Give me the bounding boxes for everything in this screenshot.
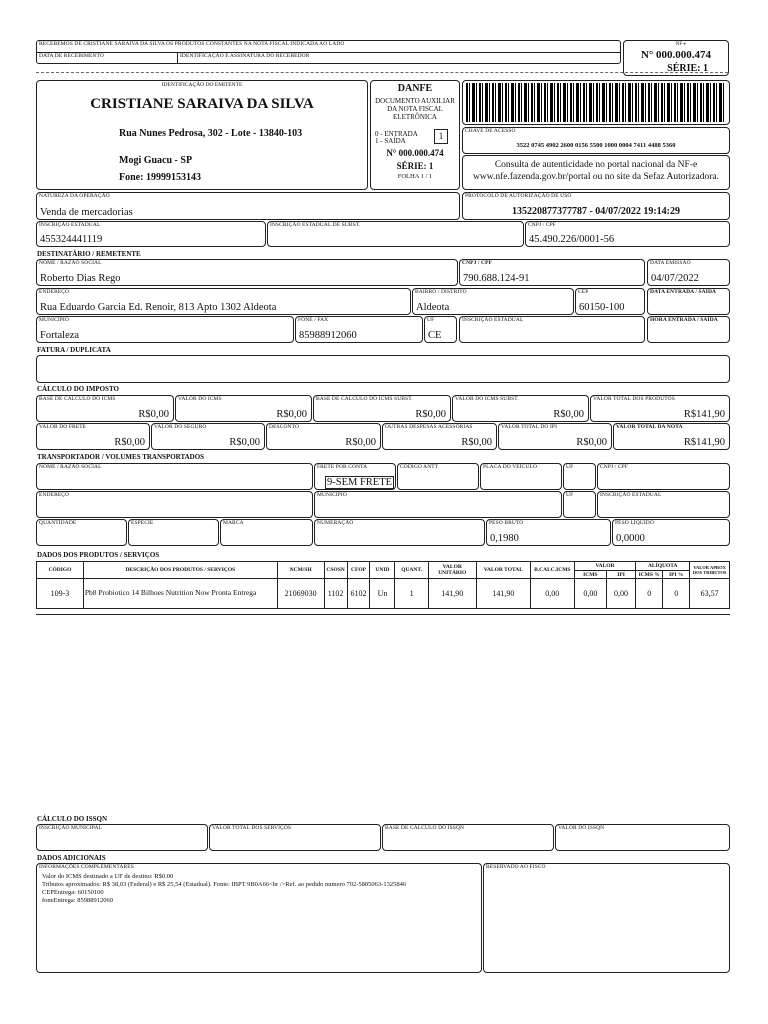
destinatario-title: DESTINATÁRIO / REMETENTE: [37, 250, 141, 258]
dest-municipio-box: [36, 316, 294, 343]
cell-descricao: Pb8 Probiotico 14 Bilhoes Nutrition Now Pronta Entrega: [83, 579, 277, 609]
dest-municipio-value: Fortaleza: [40, 330, 80, 341]
cnpj-box: [525, 221, 730, 247]
col-bcalc: B.CALC.ICMS: [530, 562, 574, 579]
natureza-value: Venda de mercadorias: [40, 207, 133, 218]
transp-peso-bruto-label: PESO BRUTO: [489, 520, 524, 526]
dest-hora-box: [647, 316, 730, 343]
cell-valor-unit: 141,90: [428, 579, 476, 609]
transp-endereco-label: ENDEREÇO: [39, 492, 70, 498]
col-valor-unit: VALOR UNITÁRIO: [428, 562, 476, 579]
danfe-subtitle-1: DOCUMENTO AUXILIAR: [375, 97, 455, 105]
cell-aprox: 63,57: [690, 579, 730, 609]
cell-a-ipi: 0: [663, 579, 690, 609]
danfe-numero: N° 000.000.474: [386, 148, 444, 158]
info-line-2: Tributos aproximados: R$ 38,03 (Federal) e R$ 25,54 (Estadual). Fonte: IBPT 9B0A66<br />Ref. ao pedido numero 702-5805063-1325846: [42, 881, 407, 888]
info-line-4: foneEntrega: 85988912060: [42, 897, 113, 904]
consulta-box: [462, 155, 730, 190]
imposto-field: [590, 395, 730, 422]
adicionais-title: DADOS ADICIONAIS: [37, 854, 106, 862]
protocolo-box: [462, 192, 730, 220]
transp-ie-label: INSCRIÇÃO ESTADUAL: [600, 492, 662, 498]
danfe-folha: FOLHA 1 / 1: [397, 173, 433, 180]
dest-nome-box: [36, 259, 458, 286]
transp-quantidade-label: QUANTIDADE: [39, 520, 77, 526]
dest-nome-value: Roberto Dias Rego: [40, 273, 121, 284]
imposto-field-label: DESCONTO: [269, 424, 300, 430]
data-recebimento-label: DATA DE RECEBIMENTO: [39, 53, 104, 59]
dest-emissao-label: DATA EMISSÃO: [650, 260, 691, 266]
imposto-field-label: VALOR DO ICMS: [178, 396, 222, 402]
imposto-field: [382, 423, 497, 450]
dest-cnpj-value: 790.688.124-91: [463, 273, 530, 284]
imposto-field-value: R$0,00: [345, 437, 376, 448]
barcode-box: [462, 80, 730, 125]
transp-municipio-box: [314, 491, 562, 518]
dest-fone-value: 85988912060: [299, 330, 357, 341]
imposto-field-value: R$0,00: [276, 409, 307, 420]
col-a-ipi: IPI %: [663, 571, 690, 579]
issqn-field-label: VALOR DO ISSQN: [558, 825, 605, 831]
protocolo-value: 135220877377787 - 04/07/2022 19:14:29: [511, 206, 681, 217]
info-label: INFORMAÇÕES COMPLEMENTARES: [39, 864, 134, 870]
cell-valor-total: 141,90: [476, 579, 530, 609]
produtos-title: DADOS DOS PRODUTOS / SERVIÇOS: [37, 551, 160, 559]
transp-endereco-box: [36, 491, 313, 518]
cell-cfop: 6102: [347, 579, 370, 609]
danfe-serie: SÉRIE: 1: [396, 161, 434, 171]
imposto-field: [151, 423, 265, 450]
transp-frete-label: FRETE POR CONTA: [317, 464, 368, 470]
imposto-field-value: R$0,00: [229, 437, 260, 448]
imposto-field-value: R$141,90: [683, 409, 725, 420]
transp-nome-label: NOME / RAZÃO SOCIAL: [39, 464, 102, 470]
dest-fone-label: FONE / FAX: [298, 317, 329, 323]
issqn-title: CÁLCULO DO ISSQN: [37, 815, 108, 823]
fatura-box: [36, 355, 730, 383]
fisco-label: RESERVADO AO FISCO: [486, 864, 546, 870]
canhoto-text: RECEBEMOS DE CRISTIANE SARAIVA DA SILVA OS PRODUTOS CONSTANTES NA NOTA FISCAL INDICADA AO LADO: [39, 41, 345, 47]
transp-marca-label: MARCA: [223, 520, 244, 526]
ie-box: [36, 221, 266, 247]
imposto-field-value: R$0,00: [114, 437, 145, 448]
ie-subst-box: [267, 221, 524, 247]
col-csosn: CSOSN: [324, 562, 347, 579]
chave-box: [462, 127, 730, 154]
assinatura-label: IDENTIFICAÇÃO E ASSINATURA DO RECEBEDOR: [180, 53, 310, 59]
danfe-subtitle-3: ELETRÔNICA: [393, 113, 437, 121]
produtos-table: [36, 561, 730, 609]
imposto-title: CÁLCULO DO IMPOSTO: [37, 385, 119, 393]
cnpj-value: 45.490.226/0001-56: [529, 234, 615, 245]
imposto-field: [452, 395, 589, 422]
cell-ncm: 21069030: [277, 579, 324, 609]
emitente-box: [36, 80, 368, 190]
col-aprox: VALOR APROX DOS TRIBUTOS: [690, 562, 730, 579]
dest-bairro-value: Aldeota: [416, 302, 450, 313]
col-valor-total: VALOR TOTAL: [476, 562, 530, 579]
danfe-title: DANFE: [397, 83, 433, 94]
imposto-field-value: R$0,00: [138, 409, 169, 420]
col-v-ipi: IPI: [606, 571, 635, 579]
fisco-box: [483, 863, 730, 973]
dest-entrada-saida-label: DATA ENTRADA / SAÍDA: [650, 289, 717, 295]
ie-label: INSCRIÇÃO ESTADUAL: [39, 222, 101, 228]
issqn-field: [209, 824, 381, 851]
transp-numeracao-box: [314, 519, 485, 546]
dest-bairro-label: BAIRRO / DISTRITO: [415, 289, 467, 295]
transp-uf-label: UF: [566, 464, 574, 470]
imposto-field-label: BASE DE CÁLCULO DO ICMS SUBST.: [316, 396, 413, 402]
cell-bcalc: 0,00: [530, 579, 574, 609]
chave-label: CHAVE DE ACESSO: [465, 128, 516, 134]
consulta-line-2: www.nfe.fazenda.gov.br/portal ou no site da Sefaz Autorizadora.: [473, 172, 719, 182]
imposto-field: [613, 423, 730, 450]
imposto-field: [36, 423, 150, 450]
dest-emissao-value: 04/07/2022: [651, 273, 699, 284]
emitente-fone: Fone: 19999153143: [119, 172, 201, 183]
ie-value: 455324441119: [40, 234, 103, 245]
canhoto-nfe-box: [623, 40, 729, 76]
barcode-image: [466, 83, 726, 122]
transp-ie-box: [597, 491, 730, 518]
imposto-field: [36, 395, 174, 422]
imposto-field-label: VALOR TOTAL DO IPI: [501, 424, 558, 430]
transp-antt-label: CÓDIGO ANTT: [400, 464, 439, 470]
ie-subst-label: INSCRIÇÃO ESTADUAL DE SUBST.: [270, 222, 361, 228]
transp-peso-liquido-box: [612, 519, 730, 546]
imposto-field-value: R$141,90: [683, 437, 725, 448]
imposto-field: [313, 395, 451, 422]
col-ncm: NCM/SH: [277, 562, 324, 579]
transp-nome-box: [36, 463, 313, 490]
transp-peso-bruto-value: 0,1980: [490, 533, 519, 544]
imposto-field: [498, 423, 612, 450]
dest-bairro-box: [412, 288, 574, 315]
emitente-label: IDENTIFICAÇÃO DO EMITENTE: [161, 82, 243, 88]
transp-marca-box: [220, 519, 313, 546]
imposto-field-label: VALOR DO FRETE: [39, 424, 87, 430]
dest-endereco-box: [36, 288, 411, 315]
dest-nome-label: NOME / RAZÃO SOCIAL: [39, 260, 102, 266]
col-descricao: DESCRIÇÃO DOS PRODUTOS / SERVIÇOS: [83, 562, 277, 579]
transp-uf2-label: UF: [566, 492, 574, 498]
emitente-cidade: Mogi Guacu - SP: [119, 155, 193, 166]
dest-cnpj-label: CNPJ / CPF: [462, 260, 493, 266]
danfe-box: [370, 80, 460, 190]
danfe-subtitle-2: DA NOTA FISCAL: [387, 105, 443, 113]
info-line-1: Valor do ICMS destinado a UF de destino: R$0.00: [42, 873, 174, 880]
imposto-field-label: VALOR DO SEGURO: [154, 424, 207, 430]
dest-hora-label: HORA ENTRADA / SAÍDA: [650, 317, 718, 323]
transp-antt-box: [397, 463, 479, 490]
nfe-label: NF-e: [675, 42, 686, 47]
imposto-field-value: R$0,00: [576, 437, 607, 448]
issqn-field: [36, 824, 208, 851]
transp-peso-bruto-box: [486, 519, 611, 546]
dest-cep-value: 60150-100: [579, 302, 625, 313]
emitente-endereco: Rua Nunes Pedrosa, 302 - Lote - 13840-103: [119, 128, 303, 139]
emitente-nome: CRISTIANE SARAIVA DA SILVA: [90, 96, 314, 112]
transp-frete-box: [314, 463, 396, 490]
transp-placa-label: PLACA DO VEÍCULO: [483, 464, 538, 470]
imposto-field-value: R$0,00: [461, 437, 492, 448]
imposto-field-label: VALOR DO ICMS SUBST.: [455, 396, 519, 402]
transp-cnpj-label: CNPJ / CPF: [600, 464, 628, 470]
danfe-tipo: 1: [434, 129, 448, 144]
transp-frete-value: 9-SEM FRETE: [327, 477, 393, 488]
dest-municipio-label: MUNICÍPIO: [39, 317, 69, 323]
issqn-field-label: VALOR TOTAL DOS SERVIÇOS: [212, 825, 292, 831]
cell-unid: Un: [370, 579, 395, 609]
table-bottom-line: [36, 614, 730, 615]
danfe-saida: 1 - SAÍDA: [375, 137, 406, 145]
transp-placa-box: [480, 463, 562, 490]
col-codigo: CÓDIGO: [37, 562, 84, 579]
cell-codigo: 109-3: [37, 579, 84, 609]
cell-v-ipi: 0,00: [606, 579, 635, 609]
danfe-entrada: 0 - ENTRADA: [375, 130, 418, 138]
dest-cep-label: CEP: [578, 289, 589, 295]
chave-value: 3522 0745 4902 2600 0156 5500 1000 0004 7411 4488 5360: [516, 142, 676, 149]
info-line-3: CEPEntrega: 60150100: [42, 889, 104, 896]
imposto-field-label: VALOR TOTAL DA NOTA: [616, 424, 683, 430]
dest-cnpj-box: [459, 259, 645, 286]
fatura-title: FATURA / DUPLICATA: [37, 346, 111, 354]
col-aliquota: ALÍQUOTA: [636, 562, 690, 571]
col-unid: UNID: [370, 562, 395, 579]
dest-endereco-label: ENDEREÇO: [39, 289, 70, 295]
transp-cnpj-box: [597, 463, 730, 490]
issqn-field-label: BASE DE CÁLCULO DO ISSQN: [385, 825, 465, 831]
issqn-field: [382, 824, 554, 851]
imposto-field-label: BASE DE CÁLCULO DO ICMS: [39, 396, 116, 402]
transporte-title: TRANSPORTADOR / VOLUMES TRANSPORTADOS: [37, 453, 205, 461]
transp-especie-label: ESPÉCIE: [131, 520, 154, 526]
transp-uf2-box: [563, 491, 596, 518]
col-cfop: CFOP: [347, 562, 370, 579]
imposto-field: [175, 395, 312, 422]
transp-uf-box: [563, 463, 596, 490]
dest-uf-value: CE: [428, 330, 442, 341]
cell-csosn: 1102: [324, 579, 347, 609]
canhoto-serie: SÉRIE: 1: [667, 63, 708, 74]
imposto-field-label: VALOR TOTAL DOS PRODUTOS: [593, 396, 675, 402]
issqn-field: [555, 824, 730, 851]
transp-quantidade-box: [36, 519, 127, 546]
cell-v-icms: 0,00: [574, 579, 606, 609]
consulta-line-1: Consulta de autenticidade no portal nacional da NF-e: [494, 160, 698, 170]
dest-cep-box: [575, 288, 645, 315]
canhoto-recebimento: [36, 40, 621, 64]
dest-uf-box: [424, 316, 457, 343]
col-v-icms: ICMS: [574, 571, 606, 579]
table-row: [37, 579, 730, 609]
col-valor: VALOR: [574, 562, 635, 571]
dest-uf-label: UF: [427, 317, 435, 323]
issqn-field-label: INSCRIÇÃO MUNICIPAL: [39, 825, 102, 831]
protocolo-label: PROTOCOLO DE AUTORIZAÇÃO DE USO: [465, 193, 572, 199]
col-quant: QUANT.: [395, 562, 428, 579]
imposto-field-label: OUTRAS DESPESAS ACESSÓRIAS: [385, 424, 473, 430]
transp-peso-liquido-label: PESO LÍQUIDO: [615, 520, 654, 526]
imposto-field: [266, 423, 381, 450]
info-complementares-box: [36, 863, 482, 973]
dest-ie-label: INSCRIÇÃO ESTADUAL: [462, 317, 524, 323]
canhoto-numero: N° 000.000.474: [640, 49, 712, 61]
cell-quant: 1: [395, 579, 428, 609]
dest-fone-box: [295, 316, 423, 343]
col-a-icms: ICMS %: [636, 571, 663, 579]
dest-emissao-box: [647, 259, 730, 286]
imposto-field-value: R$0,00: [415, 409, 446, 420]
transp-numeracao-label: NUMERAÇÃO: [317, 520, 354, 526]
cell-a-icms: 0: [636, 579, 663, 609]
imposto-field-value: R$0,00: [553, 409, 584, 420]
cnpj-label: CNPJ / CPF: [528, 222, 556, 228]
transp-especie-box: [128, 519, 219, 546]
transp-municipio-label: MUNICÍPIO: [317, 492, 347, 498]
natureza-label: NATUREZA DA OPERAÇÃO: [39, 193, 110, 199]
cut-line: [36, 72, 728, 73]
dest-entrada-saida-box: [647, 288, 730, 315]
natureza-box: [36, 192, 460, 220]
dest-endereco-value: Rua Eduardo Garcia Ed. Renoir, 813 Apto 1302 Aldeota: [40, 302, 277, 313]
dest-ie-box: [459, 316, 645, 343]
transp-peso-liquido-value: 0,0000: [616, 533, 645, 544]
